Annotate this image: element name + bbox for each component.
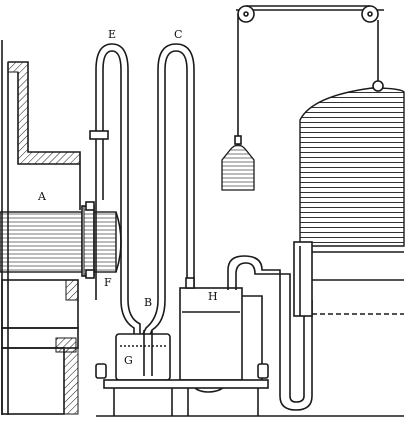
label-c: C (174, 28, 183, 41)
label-g: G (124, 354, 133, 367)
label-h: H (208, 290, 218, 303)
gasholder (294, 20, 404, 316)
label-a: A (38, 190, 46, 203)
label-f: F (104, 276, 112, 289)
vessel-h (180, 278, 262, 380)
siphon-tube-e (90, 44, 140, 340)
heating-cylinder (0, 202, 121, 278)
label-b: B (144, 296, 153, 309)
label-e: E (108, 28, 117, 41)
